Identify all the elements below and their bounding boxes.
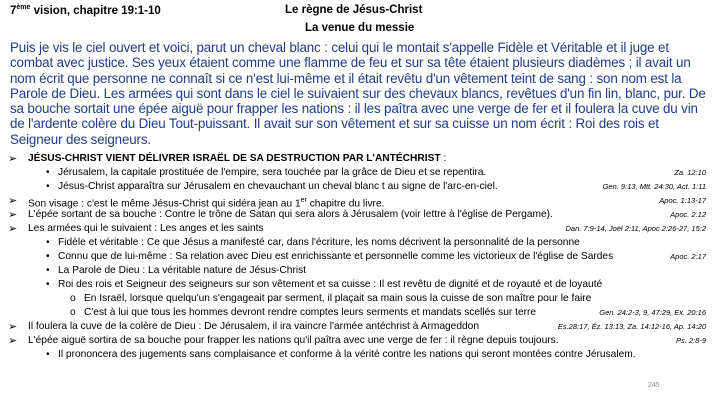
bullet-icon: • xyxy=(46,181,50,192)
outline-text: L'épée aiguë sortira de sa bouche pour frapper les nations qu'il paîtra avec une verge de fer : il règne depuis toujours. xyxy=(28,335,559,346)
outline-text: Les armées qui le suivaient : Les anges et les saints xyxy=(28,223,264,234)
outline-text: La Parole de Dieu : La véritable nature de Jésus-Christ xyxy=(58,265,307,276)
outline-item-level-2 xyxy=(8,166,714,180)
scripture-reference: Dan. 7:9-14, Joël 2:11, Apoc 2:26-27, 15:2 xyxy=(565,224,706,233)
bullet-icon: • xyxy=(46,265,50,276)
outline-item-level-3 xyxy=(8,306,714,320)
outline-item-level-1 xyxy=(8,222,714,236)
outline-list xyxy=(8,152,714,362)
outline-text: Jésus-Christ apparaîtra sur Jérusalem en chevauchant un cheval blanc t au signe de l'arc-en-ciel. xyxy=(58,181,498,192)
bullet-icon: • xyxy=(46,167,50,178)
outline-item-level-1 xyxy=(8,152,714,166)
outline-text: Fidèle et véritable : Ce que Jésus a manifesté car, dans l'écriture, les noms décrivent la personnalité de la personne xyxy=(58,237,580,248)
outline-text: C'est à lui que tous les hommes devront rendre comptes leurs serments et mandats scellés sur terre xyxy=(84,307,537,318)
arrow-bullet-icon: ➢ xyxy=(8,153,18,165)
scripture-passage: Puis je vis le ciel ouvert et voici, parut un cheval blanc : celui qui le montait s'appelle Fidèle et Véritable et il juge et combat avec justice. Ses yeux étaient comme une flamme de feu et sur sa tête étaient plusieurs diadèmes ; il avait un nom écrit que personne ne connaît si ce n'est lui-même et il était revêtu d'un vêtement teint de sang : son nom est la Parole de Dieu. Les armées qui sont dans le ciel le suivaient sur des chevaux blancs, revêtues d'un fin lin, blanc, pur. De sa bouche sortait une épée aiguë pour frapper les nations : il les paîtra avec une verge de fer et il foulera la cuve du vin de l'ardente colère du Dieu Tout-puissant. Il avait sur son vêtement et sur sa cuisse un nom écrit : Roi des rois et Seigneur des seigneurs. xyxy=(10,40,706,147)
bullet-icon: • xyxy=(46,349,50,360)
ordinal-superscript: er xyxy=(300,197,307,204)
outline-text-continued: chapitre du livre. xyxy=(306,198,385,210)
scripture-reference: Ps. 2:8-9 xyxy=(675,336,706,345)
outline-item-level-1 xyxy=(8,320,714,334)
outline-item-level-2 xyxy=(8,250,714,264)
outline-suffix: : xyxy=(440,153,447,164)
outline-item-level-2 xyxy=(8,264,714,278)
bullet-icon: • xyxy=(46,279,50,290)
outline-text: Son visage : c'est le même Jésus-Christ qui sidéra jean au 1 xyxy=(28,198,301,210)
outline-text: Il prononcera des jugements sans complaisance et conforme à la vérité contre les nations qui seront montées contre Jérusalem. xyxy=(58,349,636,360)
outline-text: JÉSUS-CHRIST VIENT DÉLIVRER ISRAËL DE SA DESTRUCTION PAR L'ANTÉCHRIST xyxy=(28,153,441,164)
scripture-reference: Apoc. 2:17 xyxy=(670,252,706,261)
page-title: Le règne de Jésus-Christ xyxy=(285,4,423,16)
bullet-icon: • xyxy=(46,237,50,248)
page-number: 245 xyxy=(648,382,660,389)
arrow-bullet-icon: ➢ xyxy=(8,209,18,221)
outline-text: Connu que de lui-même : Sa relation avec Dieu est enrichissante et personnelle comme les victorieux de l'église de Sardes xyxy=(58,251,614,262)
scripture-reference: Es.28:17, Éz. 13:13, Za. 14:12-16, Ap. 14:20 xyxy=(557,322,706,331)
scripture-reference: Apoc. 2.12 xyxy=(670,210,706,219)
circle-bullet-icon: o xyxy=(70,307,76,318)
arrow-bullet-icon: ➢ xyxy=(8,223,18,235)
outline-item-level-2 xyxy=(8,278,714,292)
outline-text: En Israël, lorsque quelqu'un s'engageait par serment, il plaçait sa main sous la cuisse de son maître pour le faire xyxy=(84,293,592,304)
outline-item-level-1 xyxy=(8,334,714,348)
arrow-bullet-icon: ➢ xyxy=(8,195,18,207)
outline-text: L'épée sortant de sa bouche : Contre le trône de Satan qui sera alors à Jérusalem (voir lettre à l'église de Pergame). xyxy=(28,209,553,220)
arrow-bullet-icon: ➢ xyxy=(8,335,18,347)
outline-item-level-1 xyxy=(8,208,714,222)
arrow-bullet-icon: ➢ xyxy=(8,321,18,333)
circle-bullet-icon: o xyxy=(70,293,76,304)
scripture-reference: Apoc. 1:13-17 xyxy=(659,196,706,205)
scripture-reference: Gen. 24:2-3, 9, 47:29, Ex. 20:16 xyxy=(599,308,706,317)
outline-text: Jérusalem, la capitale prostituée de l'empire, sera touchée par la grâce de Dieu et se repentira. xyxy=(58,167,487,178)
scripture-reference: Gen. 9:13, Mtt. 24:30, Act. 1:11 xyxy=(602,182,706,191)
outline-item-level-1 xyxy=(8,194,714,208)
outline-text: Roi des rois et Seigneur des seigneurs sur son vêtement et sa cuisse : Il est revêtu de dignité et de royauté et de loyauté xyxy=(58,279,603,290)
scripture-reference: Za. 12:10 xyxy=(674,168,706,177)
outline-item-level-3 xyxy=(8,292,714,306)
outline-item-level-2 xyxy=(8,348,714,362)
bullet-icon: • xyxy=(46,251,50,262)
outline-text: Il foulera la cuve de la colère de Dieu : De Jérusalem, il ira vaincre l'armée antéchrist à Armageddon xyxy=(28,321,479,332)
outline-item-level-2 xyxy=(8,236,714,250)
page-subtitle: La venue du messie xyxy=(305,22,415,34)
outline-item-level-2 xyxy=(8,180,714,194)
vision-heading: 7ème vision, chapitre 19:1-10 xyxy=(10,4,161,17)
